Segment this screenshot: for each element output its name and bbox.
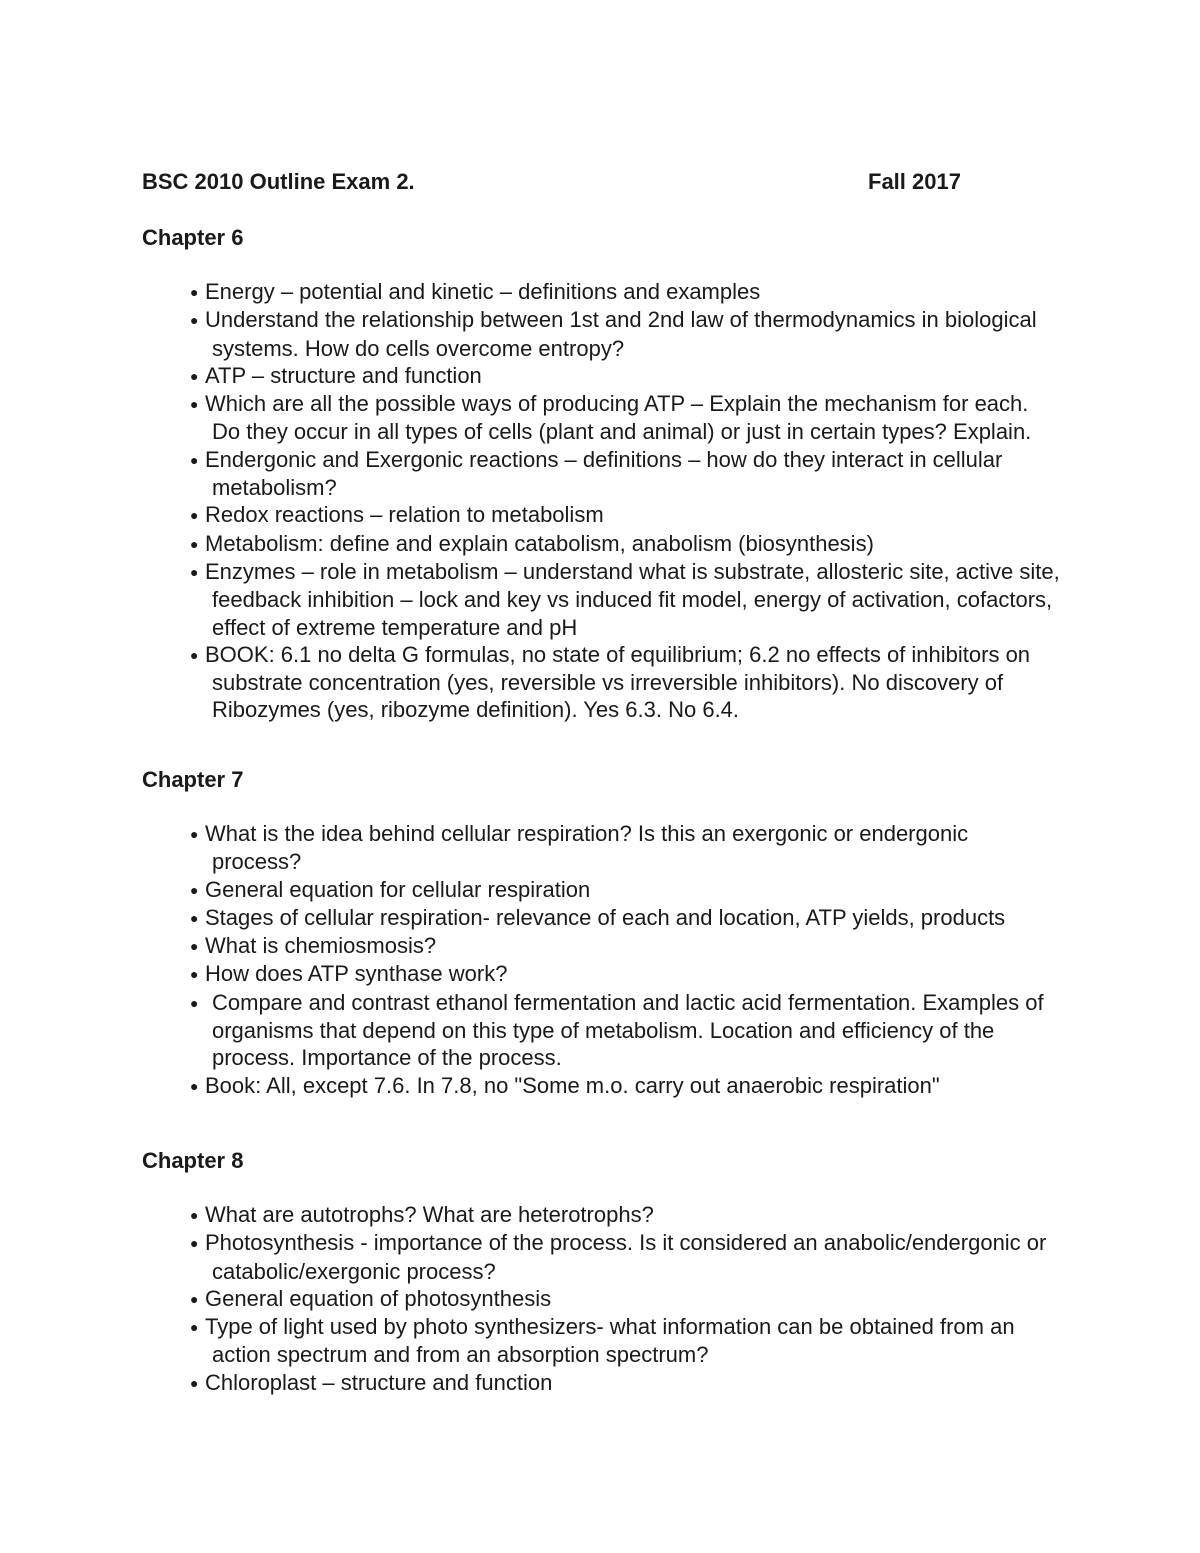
bullet-icon: ● [190, 1290, 199, 1307]
list-item: ● BOOK: 6.1 no delta G formulas, no state of equilibrium; 6.2 no effects of inhibitors on substrate concentration (yes, reversible vs irreversible inhibitors). No discovery of Ribozymes (yes, ribozyme definition). Yes 6.3. No 6.4. [190, 641, 1031, 723]
list-item: ● Which are all the possible ways of producing ATP – Explain the mechanism for each. Do they occur in all types of cells (plant and animal) or just in certain types? Explain. [190, 391, 1032, 445]
chapter-6-list [142, 278, 1062, 724]
bullet-icon: ● [190, 1319, 199, 1336]
list-item: ● General equation of photosynthesis [142, 1285, 1062, 1313]
bullet-icon: ● [190, 646, 199, 663]
chapter-heading: Chapter 7 [142, 767, 244, 792]
bullet-icon: ● [190, 563, 199, 580]
chapter-heading: Chapter 6 [142, 225, 244, 250]
bullet-icon: ● [190, 451, 199, 468]
document-title: BSC 2010 Outline Exam 2. [142, 169, 415, 194]
list-item: ● Enzymes – role in metabolism – understand what is substrate, allosteric site, active site, feedback inhibition – lock and key vs induced fit model, energy of activation, cofactors, effect of extreme temperature and pH [190, 558, 1060, 640]
bullet-icon: ● [190, 507, 199, 524]
bullet-icon: ● [190, 312, 199, 329]
bullet-icon: ● [190, 994, 199, 1011]
bullet-icon: ● [190, 881, 199, 898]
list-item: ● Endergonic and Exergonic reactions – definitions – how do they interact in cellular metabolism? [190, 446, 1003, 501]
list-item: ● Compare and contrast ethanol fermentation and lactic acid fermentation. Examples of organisms that depend on this type of metabolism. Location and efficiency of the process. Importance of the process. [190, 989, 1044, 1071]
bullet-icon: ● [190, 966, 199, 983]
list-item: ● General equation for cellular respiration [142, 876, 1062, 904]
list-item: ● Energy – potential and kinetic – definitions and examples [142, 278, 1062, 306]
bullet-icon: ● [190, 284, 199, 300]
list-item: ● Chloroplast – structure and function [142, 1369, 1062, 1397]
list-item: ● Photosynthesis - importance of the process. Is it considered an anabolic/endergonic or catabolic/exergonic process? [190, 1230, 1047, 1284]
bullet-icon: ● [190, 396, 199, 413]
chapter-8-list [142, 1201, 1062, 1397]
bullet-icon: ● [190, 909, 199, 926]
list-item: ● Stages of cellular respiration- relevance of each and location, ATP yields, products [142, 904, 1062, 932]
bullet-icon: ● [190, 1235, 199, 1252]
list-item: ● What are autotrophs? What are heterotrophs? [142, 1201, 1062, 1229]
list-item: ● Type of light used by photo synthesizers- what information can be obtained from an action spectrum and from an absorption spectrum? [190, 1314, 1015, 1368]
list-item: ● Metabolism: define and explain catabolism, anabolism (biosynthesis) [142, 530, 1062, 558]
term-label: Fall 2017 [868, 169, 961, 194]
list-item: ● Book: All, except 7.6. In 7.8, no "Some m.o. carry out anaerobic respiration" [142, 1072, 1062, 1100]
list-item: ● What is the idea behind cellular respiration? Is this an exergonic or endergonic process? [190, 821, 969, 875]
chapter-7-section [142, 766, 1062, 1100]
bullet-icon: ● [190, 826, 199, 842]
chapter-heading: Chapter 8 [142, 1148, 244, 1173]
chapter-7-list [142, 820, 1062, 1100]
list-item: ● What is chemiosmosis? [142, 932, 1062, 960]
list-item: ● Understand the relationship between 1st and 2nd law of thermodynamics in biological systems. How do cells overcome entropy? [190, 307, 1037, 361]
bullet-icon: ● [190, 535, 199, 552]
chapter-8-section [142, 1147, 1062, 1397]
bullet-icon: ● [190, 1207, 199, 1223]
document-header [142, 169, 972, 199]
list-item: ● Redox reactions – relation to metabolism [142, 501, 1062, 529]
list-item: ● How does ATP synthase work? [142, 960, 1062, 988]
list-item: ● ATP – structure and function [142, 362, 1062, 390]
bullet-icon: ● [190, 1077, 199, 1094]
chapter-6-section [142, 224, 1062, 724]
bullet-icon: ● [190, 367, 199, 384]
bullet-icon: ● [190, 1374, 199, 1391]
bullet-icon: ● [190, 938, 199, 955]
